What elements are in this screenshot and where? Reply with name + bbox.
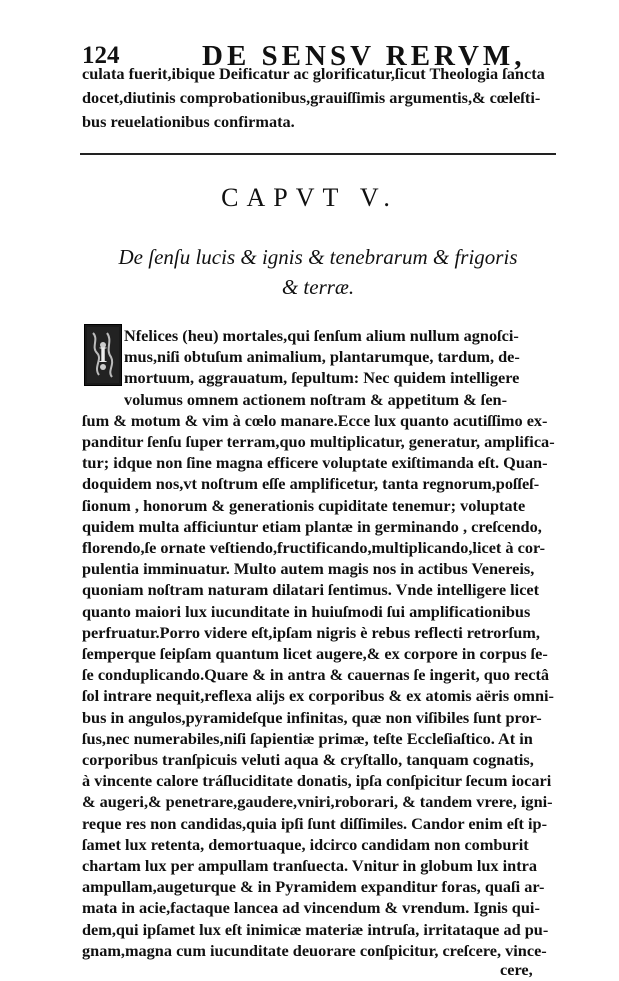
body-line: ſionum , honorum & generationis cupiditate tenemur; voluptate xyxy=(82,495,526,515)
drop-cap-letter: I xyxy=(98,342,108,367)
page-number: 124 xyxy=(82,42,120,69)
body-line: à vincente calore tráſluciditate donatis, ipſa conſpicitur ſecum iocari xyxy=(82,771,552,791)
body-line: corporibus tranſpicuis veluti aqua & cryſtallo, tanquam cognatis, xyxy=(82,750,534,769)
body-line: perfruatur.Porro videre eſt,ipſam nigris è rebus reflecti retrorſum, xyxy=(82,622,540,642)
intro-line: docet,diutinis comprobationibus,grauiſſimis argumentis,& cœleſti- xyxy=(82,88,541,107)
body-line: ſemperque ſeipſam quantum licet augere,& ex corpore in corpus ſe- xyxy=(82,644,548,663)
intro-line: culata fuerit,ibique Deificatur ac glorificatur,ſicut Theologia ſancta xyxy=(82,64,545,83)
body-line: bus in angulos,pyramideſque infinitas, quæ non viſibiles ſunt pror- xyxy=(82,707,542,727)
body-line: ſus,nec numerabiles,niſi ſapientiæ primæ, teſte Eccleſiaſtico. At in xyxy=(82,728,533,748)
body-line: mortuum, aggrauatum, ſepultum: Nec quidem intelligere xyxy=(124,368,520,388)
intro-line: bus reuelationibus confirmata. xyxy=(82,112,295,131)
ornamental-initial xyxy=(84,324,122,386)
chapter-subtitle-line: & terræ. xyxy=(281,275,355,299)
body-line: pulentia imminuatur. Multo autem magis nos in actibus Venereis, xyxy=(82,559,535,579)
body-line: reque res non candidas,quia ipſi ſunt diſſimiles. Candor enim eſt ip- xyxy=(82,813,548,833)
section-divider xyxy=(80,153,556,155)
catchword: cere, xyxy=(500,960,533,979)
body-line: ſum & motum & vim à cœlo manare.Ecce lux quanto acutiſſimo ex- xyxy=(82,410,548,430)
body-line: quidem multa afficiuntur etiam plantæ in germinando , creſcendo, xyxy=(82,516,542,536)
body-line: ſamet lux retenta, demortuaque, idcirco candidam non comburit xyxy=(82,834,529,854)
body-line: volumus omnem actionem noſtram & appetitum & ſen- xyxy=(124,389,508,409)
body-line: Nfelices (heu) mortales,qui ſenſum alium nullum agnoſci- xyxy=(124,326,519,345)
chapter-subtitle-line: De ſenſu lucis & ignis & tenebrarum & frigoris xyxy=(118,245,518,269)
body-line: mus,niſi obtuſum animalium, plantarumque, tardum, de- xyxy=(124,347,520,367)
body-line: dem,qui ipſamet lux eſt inimicæ materiæ intruſa, irritataque ad pu- xyxy=(82,919,549,939)
body-line: gnam,magna cum iucunditate deuorare conſpicitur, creſcere, vince- xyxy=(82,940,547,960)
body-line: quanto maiori lux iucunditate in huiuſmodi ſui amplificationibus xyxy=(82,601,531,621)
body-line: tur; idque non ſine magna efficere voluptate exiſtimanda eſt. Quan- xyxy=(82,453,548,473)
ornamental-initial-figure xyxy=(85,325,121,385)
body-line: & augeri,& penetrare,gaudere,vniri,roborari, & tandem vrere, igni- xyxy=(82,792,553,812)
body-line: quoniam noſtram naturam dilatari ſentimus. Vnde intelligere licet xyxy=(82,580,540,600)
body-line: chartam lux per ampullam tranſuecta. Vnitur in globum lux intra xyxy=(82,856,538,875)
body-line: florendo,ſe ornate veſtiendo,fructificando,multiplicando,licet à cor- xyxy=(82,538,546,557)
chapter-heading: CAPVT V. xyxy=(221,183,398,212)
body-line: ſe conduplicando.Quare & in antra & cauernas ſe ingerit, quo rectâ xyxy=(82,665,550,685)
running-title: DE SENSV RERVM, xyxy=(202,40,526,72)
body-line: panditur ſenſu ſuper terram,quo multiplicatur, generatur, amplifica- xyxy=(82,432,555,451)
body-line: doquidem nos,vt noſtrum eſſe amplificetur, tanta regnorum,poſſeſ- xyxy=(82,474,540,494)
body-line: mata in acie,factaque lancea ad vincendum & vrendum. Ignis qui- xyxy=(82,898,540,918)
body-line: ampullam,augeturque & in Pyramidem expanditur foras, quaſi ar- xyxy=(82,877,545,897)
body-line: ſol intrare nequit,reflexa alijs ex corporibus & ex atomis aëris omni- xyxy=(82,686,554,706)
